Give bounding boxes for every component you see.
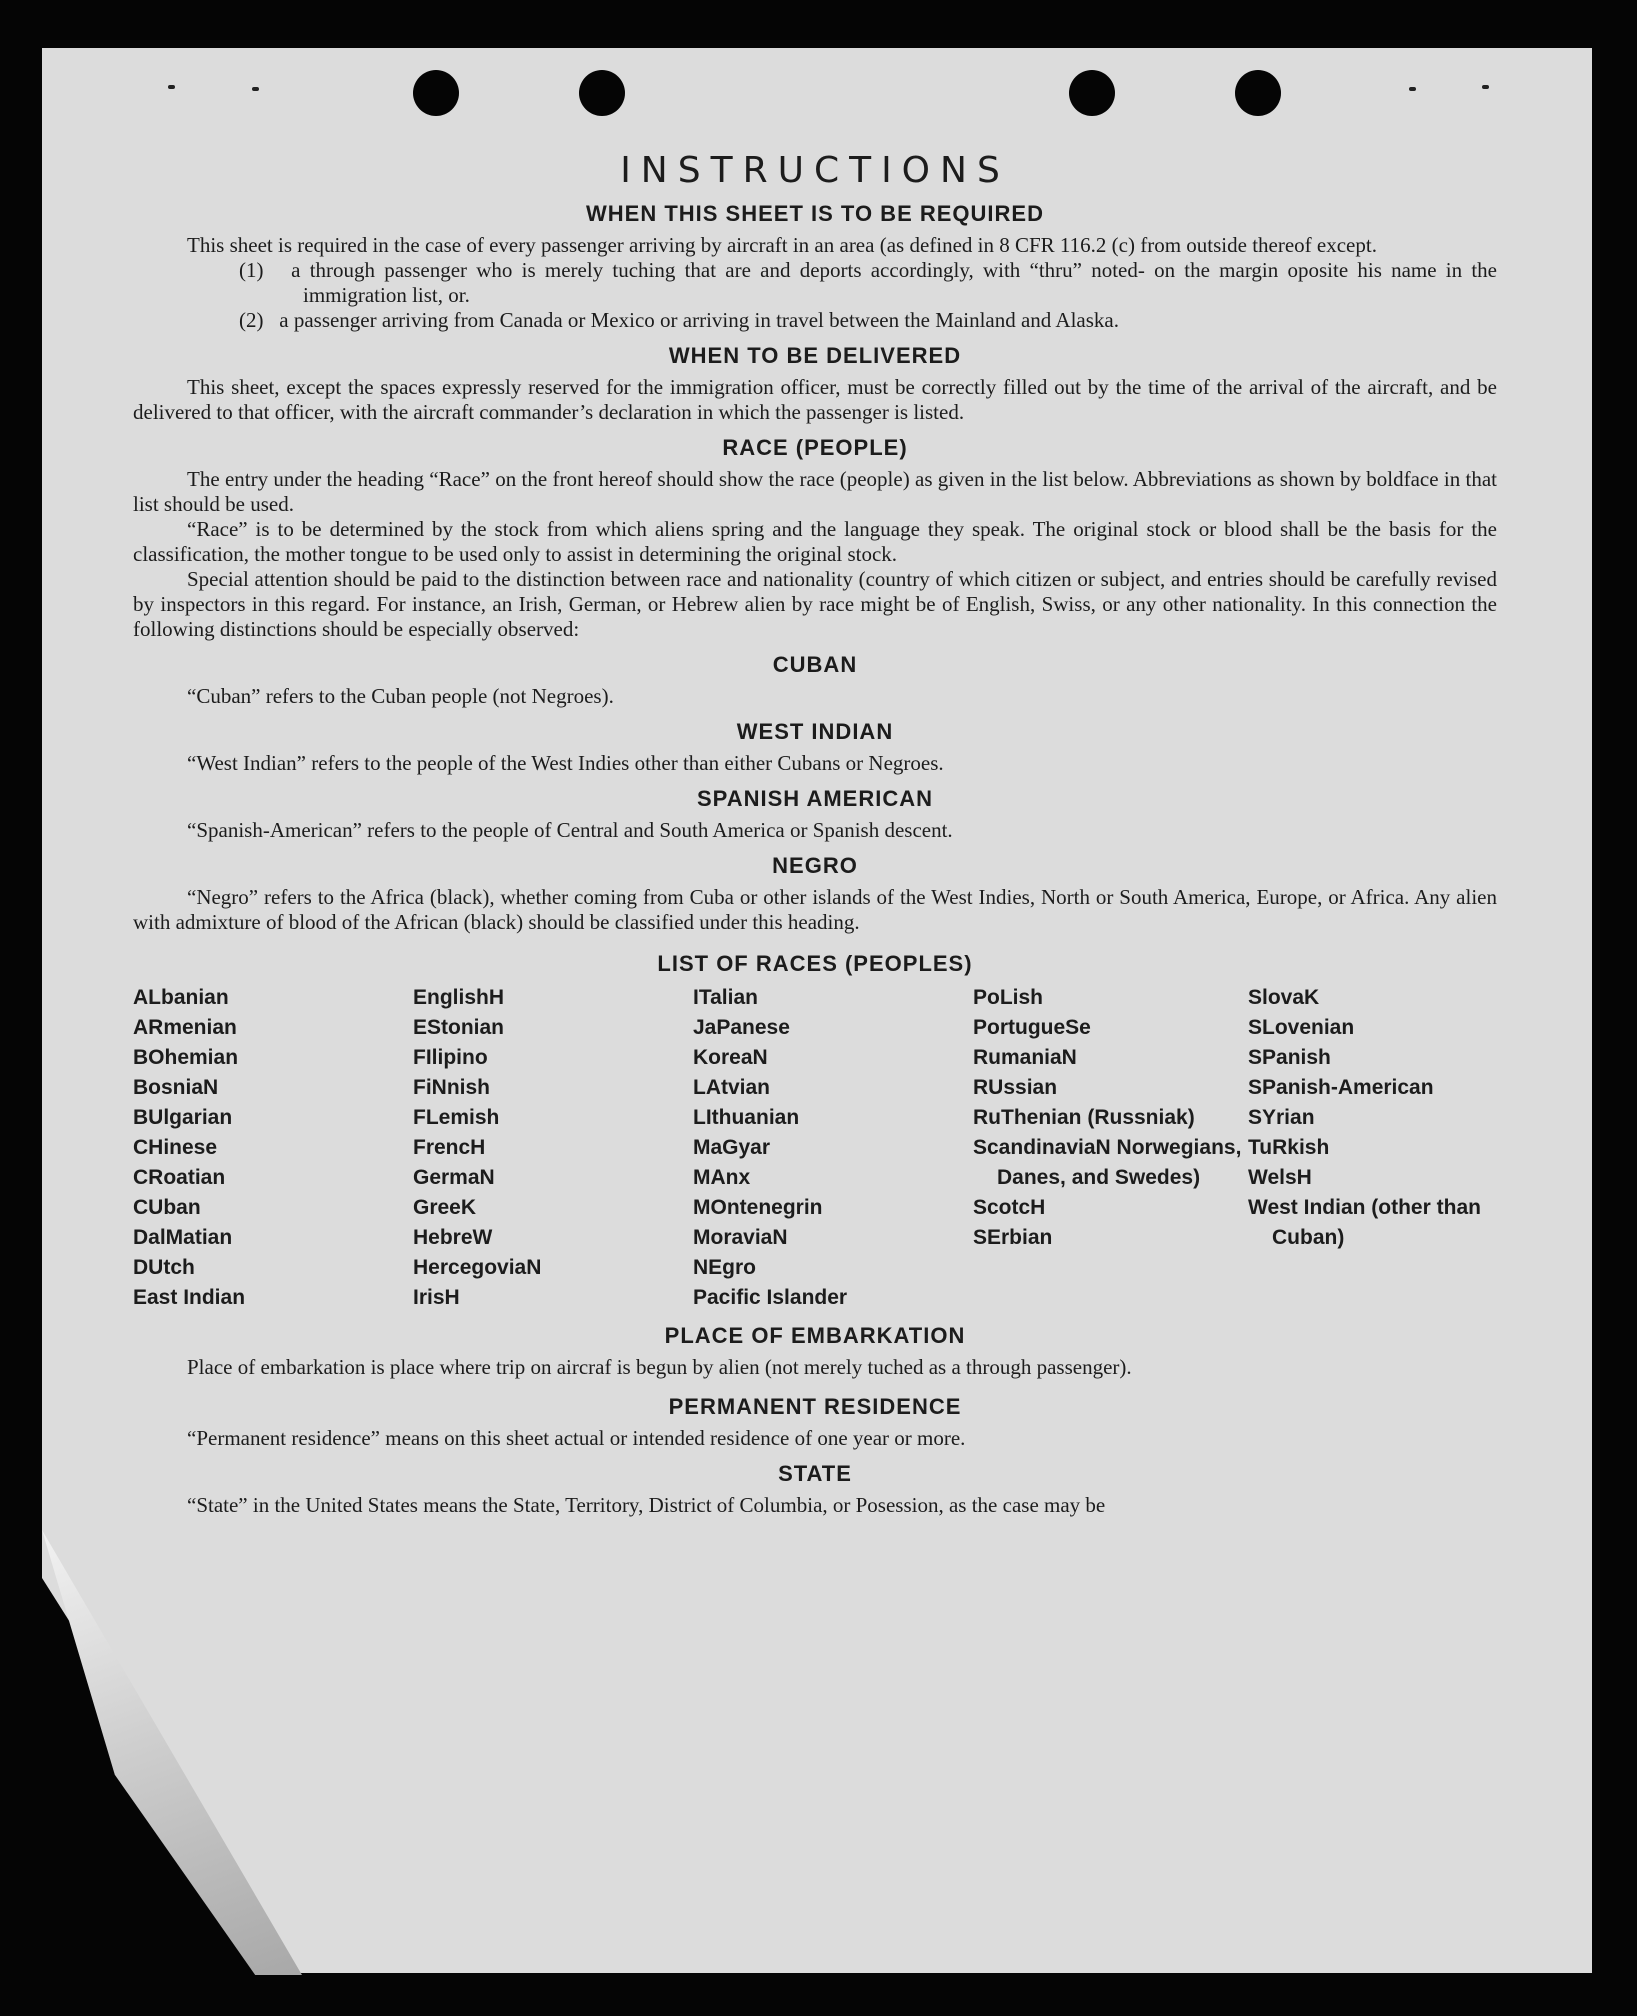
- race-entry: CUban: [133, 1196, 201, 1219]
- race-entry: MOntenegrin: [693, 1196, 823, 1219]
- race-entry: SlovaK: [1248, 986, 1320, 1009]
- race-paragraph: Special attention should be paid to the distinction between race and nationality (country of which citizen or subject, and entries should be carefully revised by inspectors in this regard. For instance, an Irish, German, or Hebrew alien by race might be of English, Swiss, or any other nationality. In this connection the following distinctions should be especially observed:: [133, 567, 1497, 641]
- exception-text: a passenger arriving from Canada or Mexico or arriving in travel between the Mainland and Alaska.: [279, 308, 1119, 332]
- race-paragraph: “Race” is to be determined by the stock from which aliens spring and the language they speak. The original stock or blood shall be the basis for the classification, the mother tongue to be used only to assist in determining the original stock.: [133, 517, 1497, 566]
- race-entry: FIlipino: [413, 1046, 488, 1069]
- race-entry: FLemish: [413, 1106, 500, 1129]
- race-entry: HebreW: [413, 1226, 493, 1249]
- race-entry: LIthuanian: [693, 1106, 800, 1129]
- exception-number: (1): [239, 258, 264, 282]
- race-entry: NEgro: [693, 1256, 756, 1279]
- negro-text: “Negro” refers to the Africa (black), whether coming from Cuba or other islands of the West Indies, North or South America, Europe, or Africa. Any alien with admixture of blood of the African (black) should be classified under this heading.: [133, 885, 1497, 934]
- race-entry: PortugueSe: [973, 1016, 1091, 1039]
- race-entry: Pacific Islander: [693, 1286, 848, 1309]
- race-entry: PoLish: [973, 986, 1044, 1009]
- section-heading-spanish-american: SPANISH AMERICAN: [696, 786, 933, 811]
- cuban-text: “Cuban” refers to the Cuban people (not Negroes).: [187, 684, 614, 708]
- instructions-content: [133, 150, 1497, 1518]
- race-entry: RumaniaN: [973, 1046, 1077, 1069]
- punch-hole: [1069, 70, 1115, 116]
- race-entry: KoreaN: [693, 1046, 768, 1069]
- exceptions-list: [133, 258, 1497, 333]
- section-heading-embarkation: PLACE OF EMBARKATION: [664, 1323, 966, 1348]
- ink-speck: [1482, 85, 1489, 89]
- race-entry: MaGyar: [693, 1136, 771, 1159]
- race-entry: SYrian: [1248, 1106, 1315, 1129]
- races-grid: [133, 983, 1497, 1313]
- race-entry: BOhemian: [133, 1046, 239, 1069]
- section-heading-west-indian: WEST INDIAN: [736, 719, 894, 744]
- race-entry: RUssian: [973, 1076, 1058, 1099]
- state-text: “State” in the United States means the State, Territory, District of Columbia, or Posession, as the case may be: [187, 1493, 1106, 1517]
- race-entry: FiNnish: [413, 1076, 490, 1099]
- exception-number: (2): [239, 308, 264, 332]
- ink-speck: [1409, 87, 1416, 91]
- section-heading-state: STATE: [778, 1461, 852, 1486]
- race-entry: East Indian: [133, 1286, 246, 1309]
- section-heading-residence: PERMANENT RESIDENCE: [668, 1394, 962, 1419]
- race-entry: SPanish: [1248, 1046, 1331, 1069]
- race-entry: ARmenian: [133, 1016, 237, 1039]
- residence-text: “Permanent residence” means on this sheet actual or intended residence of one year or more.: [187, 1426, 966, 1450]
- spanish-american-text: “Spanish-American” refers to the people of Central and South America or Spanish descent.: [187, 818, 953, 842]
- race-entry: WelsH: [1248, 1166, 1312, 1189]
- races-column: [973, 983, 1248, 1313]
- race-entry: HercegoviaN: [413, 1256, 542, 1279]
- race-entry: ScotcH: [973, 1196, 1046, 1219]
- race-entry: SErbian: [973, 1226, 1053, 1249]
- race-entry: RuThenian (Russniak): [973, 1106, 1195, 1129]
- section-heading-cuban: CUBAN: [772, 652, 858, 677]
- exception-item: [133, 308, 1497, 333]
- race-entry: LAtvian: [693, 1076, 771, 1099]
- race-entry: DUtch: [133, 1256, 195, 1279]
- punch-hole: [579, 70, 625, 116]
- west-indian-text: “West Indian” refers to the people of the West Indies other than either Cubans or Negroes.: [187, 751, 944, 775]
- races-column: [1248, 983, 1497, 1313]
- punch-hole: [413, 70, 459, 116]
- race-entry: West Indian (other than Cuban): [1248, 1196, 1481, 1249]
- race-entry: CRoatian: [133, 1166, 226, 1189]
- races-column: [133, 983, 413, 1313]
- when-required-intro: This sheet is required in the case of every passenger arriving by aircraft in an area (as defined in 8 CFR 116.2 (c) from outside thereof except.: [187, 233, 1377, 257]
- punch-hole: [1235, 70, 1281, 116]
- race-entry: MoraviaN: [693, 1226, 788, 1249]
- embarkation-text: Place of embarkation is place where trip on aircraf is begun by alien (not merely tuched as a through passenger).: [187, 1355, 1132, 1379]
- race-entry: SPanish-American: [1248, 1076, 1434, 1099]
- race-entry: GermaN: [413, 1166, 495, 1189]
- race-entry: EnglishH: [413, 986, 505, 1009]
- race-entry: TuRkish: [1248, 1136, 1330, 1159]
- race-entry: ScandinaviaN Norwegians, Danes, and Swedes): [973, 1136, 1242, 1189]
- section-heading-when-required: WHEN THIS SHEET IS TO BE REQUIRED: [586, 201, 1044, 226]
- race-entry: BUlgarian: [133, 1106, 233, 1129]
- section-heading-when-delivered: WHEN TO BE DELIVERED: [668, 343, 962, 368]
- race-entry: IrisH: [413, 1286, 460, 1309]
- race-entry: EStonian: [413, 1016, 505, 1039]
- race-entry: JaPanese: [693, 1016, 790, 1039]
- race-entry: BosniaN: [133, 1076, 219, 1099]
- ink-speck: [168, 85, 175, 89]
- section-heading-negro: NEGRO: [772, 853, 858, 878]
- race-entry: SLovenian: [1248, 1016, 1355, 1039]
- race-entry: GreeK: [413, 1196, 477, 1219]
- exception-item: [133, 258, 1497, 308]
- exception-text: a through passenger who is merely tuching that are and deports accordingly, with “thru” noted- on the margin oposite his name in the immigration list, or.: [291, 258, 1497, 307]
- when-delivered-text: This sheet, except the spaces expressly reserved for the immigration officer, must be correctly filled out by the time of the arrival of the aircraft, and be delivered to that officer, with the aircraft commander’s declaration in which the passenger is listed.: [133, 375, 1497, 424]
- section-heading-races-list: LIST OF RACES (PEOPLES): [657, 951, 973, 976]
- race-entry: CHinese: [133, 1136, 218, 1159]
- race-entry: FrencH: [413, 1136, 486, 1159]
- races-column: [693, 983, 973, 1313]
- race-paragraph: The entry under the heading “Race” on the front hereof should show the race (people) as given in the list below. Abbreviations as shown by boldface in that list should be used.: [133, 467, 1497, 516]
- races-column: [413, 983, 693, 1313]
- race-entry: DalMatian: [133, 1226, 233, 1249]
- race-entry: ITalian: [693, 986, 758, 1009]
- race-entry: ALbanian: [133, 986, 229, 1009]
- page-title: INSTRUCTIONS: [620, 150, 1010, 191]
- race-entry: MAnx: [693, 1166, 751, 1189]
- ink-speck: [252, 87, 259, 91]
- section-heading-race: RACE (PEOPLE): [722, 435, 908, 460]
